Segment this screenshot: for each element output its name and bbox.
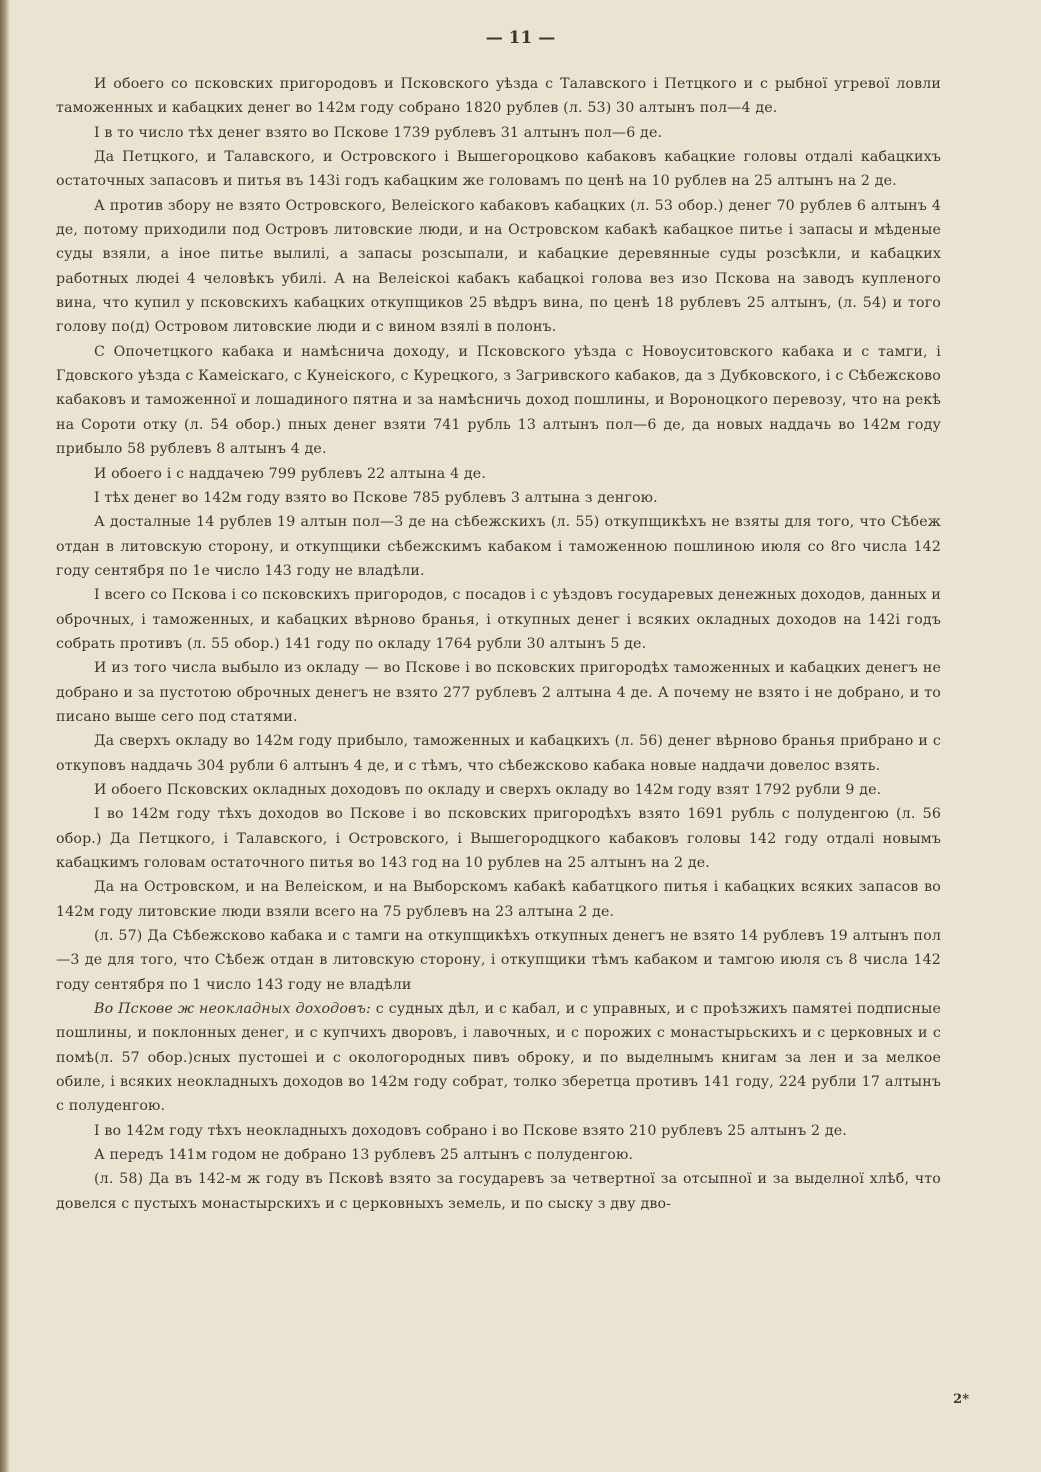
sheet-signature: 2*	[953, 1392, 969, 1407]
paragraph: Да Петцкого, и Талавского, и Островского і Вышегороцково кабаковъ кабацкие головы отдалі кабацкихъ остаточных запасовъ и питья въ 143і годъ кабацким же головамъ по ценѣ на 10 рублев на 25 алтынъ на 2 де.	[56, 149, 941, 190]
paragraph: С Опочетцкого кабака и намѣснича доходу, и Псковского уѣзда с Новоуситовского кабака и с тамги, і Гдовского уѣзда с Камеіскаго, с Кунеіского, с Курецкого, з Загривского кабаков, да з Дубковского, і с Сѣбежсково кабаковъ и таможенної и лошадиного пятна и за намѣсничь доход пошлины, и Вороноцкого перевозу, что на рекѣ на Сороти отку (л. 54 обор.) пных денег взяти 741 рубль 13 алтынъ пол—6 де, да новых наддачь во 142м году прибыло 58 рублевъ 8 алтынъ 4 де.	[56, 343, 941, 458]
italic-paragraph-rest: с судных дѣл, и с кабал, и с управных, и с проѣзжихъ памятеі подписные пошлины, и поклонных денег, и с купчихъ дворовъ, і лавочных, и с порожих с монастырьскихъ и с церковных и с помѣ(л. 57 обор.)сных пустошеі и с окологородных пивъ оброку, и по выделнымъ книгам за лен и за мелкое обиле, і всяких неокладныхъ доходов во 142м году собрат, толко зберетца противъ 141 году, 224 рубли 17 алтынъ с полуденгою.	[56, 1001, 941, 1115]
page-binding-edge	[0, 0, 10, 1472]
paragraph: Да на Островском, и на Велеіском, и на Выборскомъ кабакѣ кабатцкого питья і кабацких всяких запасов во 142м году литовские люди взяли всего на 75 рублевъ на 23 алтына 2 де.	[56, 879, 941, 920]
paragraph: І во 142м году тѣхъ неокладныхъ доходовъ собрано і во Пскове взято 210 рублевъ 25 алтынъ 2 де.	[94, 1122, 847, 1139]
paragraph: А досталные 14 рублев 19 алтын пол—3 де на сѣбежскихъ (л. 55) откупщикѣхъ не взяты для того, что Сѣбеж отдан в литовскую сторону, и откупщики сѣбежскимъ кабаком і таможенною пошлиною июля со 8го числа 142 году сентября по 1е число 143 году не владѣли.	[56, 514, 941, 579]
paragraph: І во 142м году тѣхъ доходов во Пскове і во псковских пригородѣхъ взято 1691 рубль с полуденгою (л. 56 обор.) Да Петцкого, і Талавского, і Островского, і Вышегородцкого кабаковъ головы 142 году отдалі новымъ кабацкимъ головам остаточного питья во 143 год на 10 рублев на 25 алтынъ на 2 де.	[56, 806, 941, 871]
paragraph: І в то число тѣх денег взято во Пскове 1739 рублевъ 31 алтынъ пол—6 де.	[94, 124, 663, 141]
paragraph: А передъ 141м годом не добрано 13 рублевъ 25 алтынъ с полуденгою.	[94, 1147, 634, 1164]
paragraph: И обоего со псковских пригородовъ и Псковского уѣзда с Талавского і Петцкого и с рыбної угревої ловли таможенных и кабацких денег во 142м году собрано 1820 рублев (л. 53) 30 алтынъ пол—4 де.	[56, 76, 941, 117]
paragraph: І всего со Пскова і со псковскихъ пригородов, с посадов і с уѣздовъ государевых денежных доходов, данных и оброчных, і таможенных, и кабацких вѣрново бранья, і откупных денег і всяких окладных доходов на 142і годъ собрать противъ (л. 55 обор.) 141 году по окладу 1764 рубли 30 алтынъ 5 де.	[56, 587, 941, 652]
paragraph: І тѣх денег во 142м году взято во Пскове 785 рублевъ 3 алтына з денгою.	[94, 489, 658, 506]
italic-lead: Во Пскове ж неокладных доходовъ:	[94, 1001, 371, 1018]
paragraph: (л. 58) Да въ 142-м ж году въ Псковѣ взято за государевъ за четвертної за отсыпної и за выделної хлѣб, что довелся с пустыхъ монастырскихъ и с церковныхъ земель, и по сыску з дву дво-	[56, 1171, 941, 1212]
italic-paragraph	[56, 997, 941, 1119]
paragraph: И обоего і с наддачею 799 рублевъ 22 алтына 4 де.	[94, 465, 486, 482]
paragraph: И из того числа выбыло из окладу — во Пскове і во псковских пригородѣх таможенных и кабацких денегъ не добрано и за пустотою оброчных денегъ не взято 277 рублевъ 2 алтына 4 де. А почему не взято і не добрано, и то писано выше сего под статями.	[56, 660, 941, 725]
paragraph: Да сверхъ окладу во 142м году прибыло, таможенных и кабацкихъ (л. 56) денег вѣрново бранья прибрано и с откуповъ наддачь 304 рубли 6 алтынъ 4 де, и с тѣмъ, что сѣбежсково кабака новые наддачи довелос взять.	[56, 733, 941, 774]
paragraph: И обоего Псковских окладных доходовъ по окладу и сверхъ окладу во 142м году взят 1792 рубли 9 де.	[94, 781, 882, 798]
page-number: — 11 —	[485, 28, 556, 48]
document-body	[56, 72, 941, 1216]
paragraph: (л. 57) Да Сѣбежсково кабака и с тамги на откупщикѣхъ откупных денегъ не взято 14 рублевъ 19 алтынъ пол—3 де для того, что Сѣбеж отдан в литовскую сторону, і откупщики тѣмъ кабаком и тамгою июля съ 8 числа 142 году сентября по 1 число 143 году не владѣли	[56, 928, 941, 993]
paragraph: А против збору не взято Островского, Велеіского кабаковъ кабацких (л. 53 обор.) денег 70 рублев 6 алтынъ 4 де, потому приходили под Островъ литовские люди, и на Островском кабакѣ кабацкое питье і запасы и мѣденые суды взяли, а іное питье вылилі, а запасы розсыпали, и кабацкие деревянные суды розсѣкли, и кабацких работных людеі 4 человѣкъ убилі. А на Велеіскоі кабакъ кабацкоі голова вез изо Пскова на заводъ купленого вина, что купил у псковскихъ кабацких откупщиков 25 вѣдръ вина, по ценѣ 18 рублевъ 25 алтынъ, (л. 54) и того голову по(д) Островом литовские люди и с вином взялі в полонъ.	[56, 197, 941, 336]
